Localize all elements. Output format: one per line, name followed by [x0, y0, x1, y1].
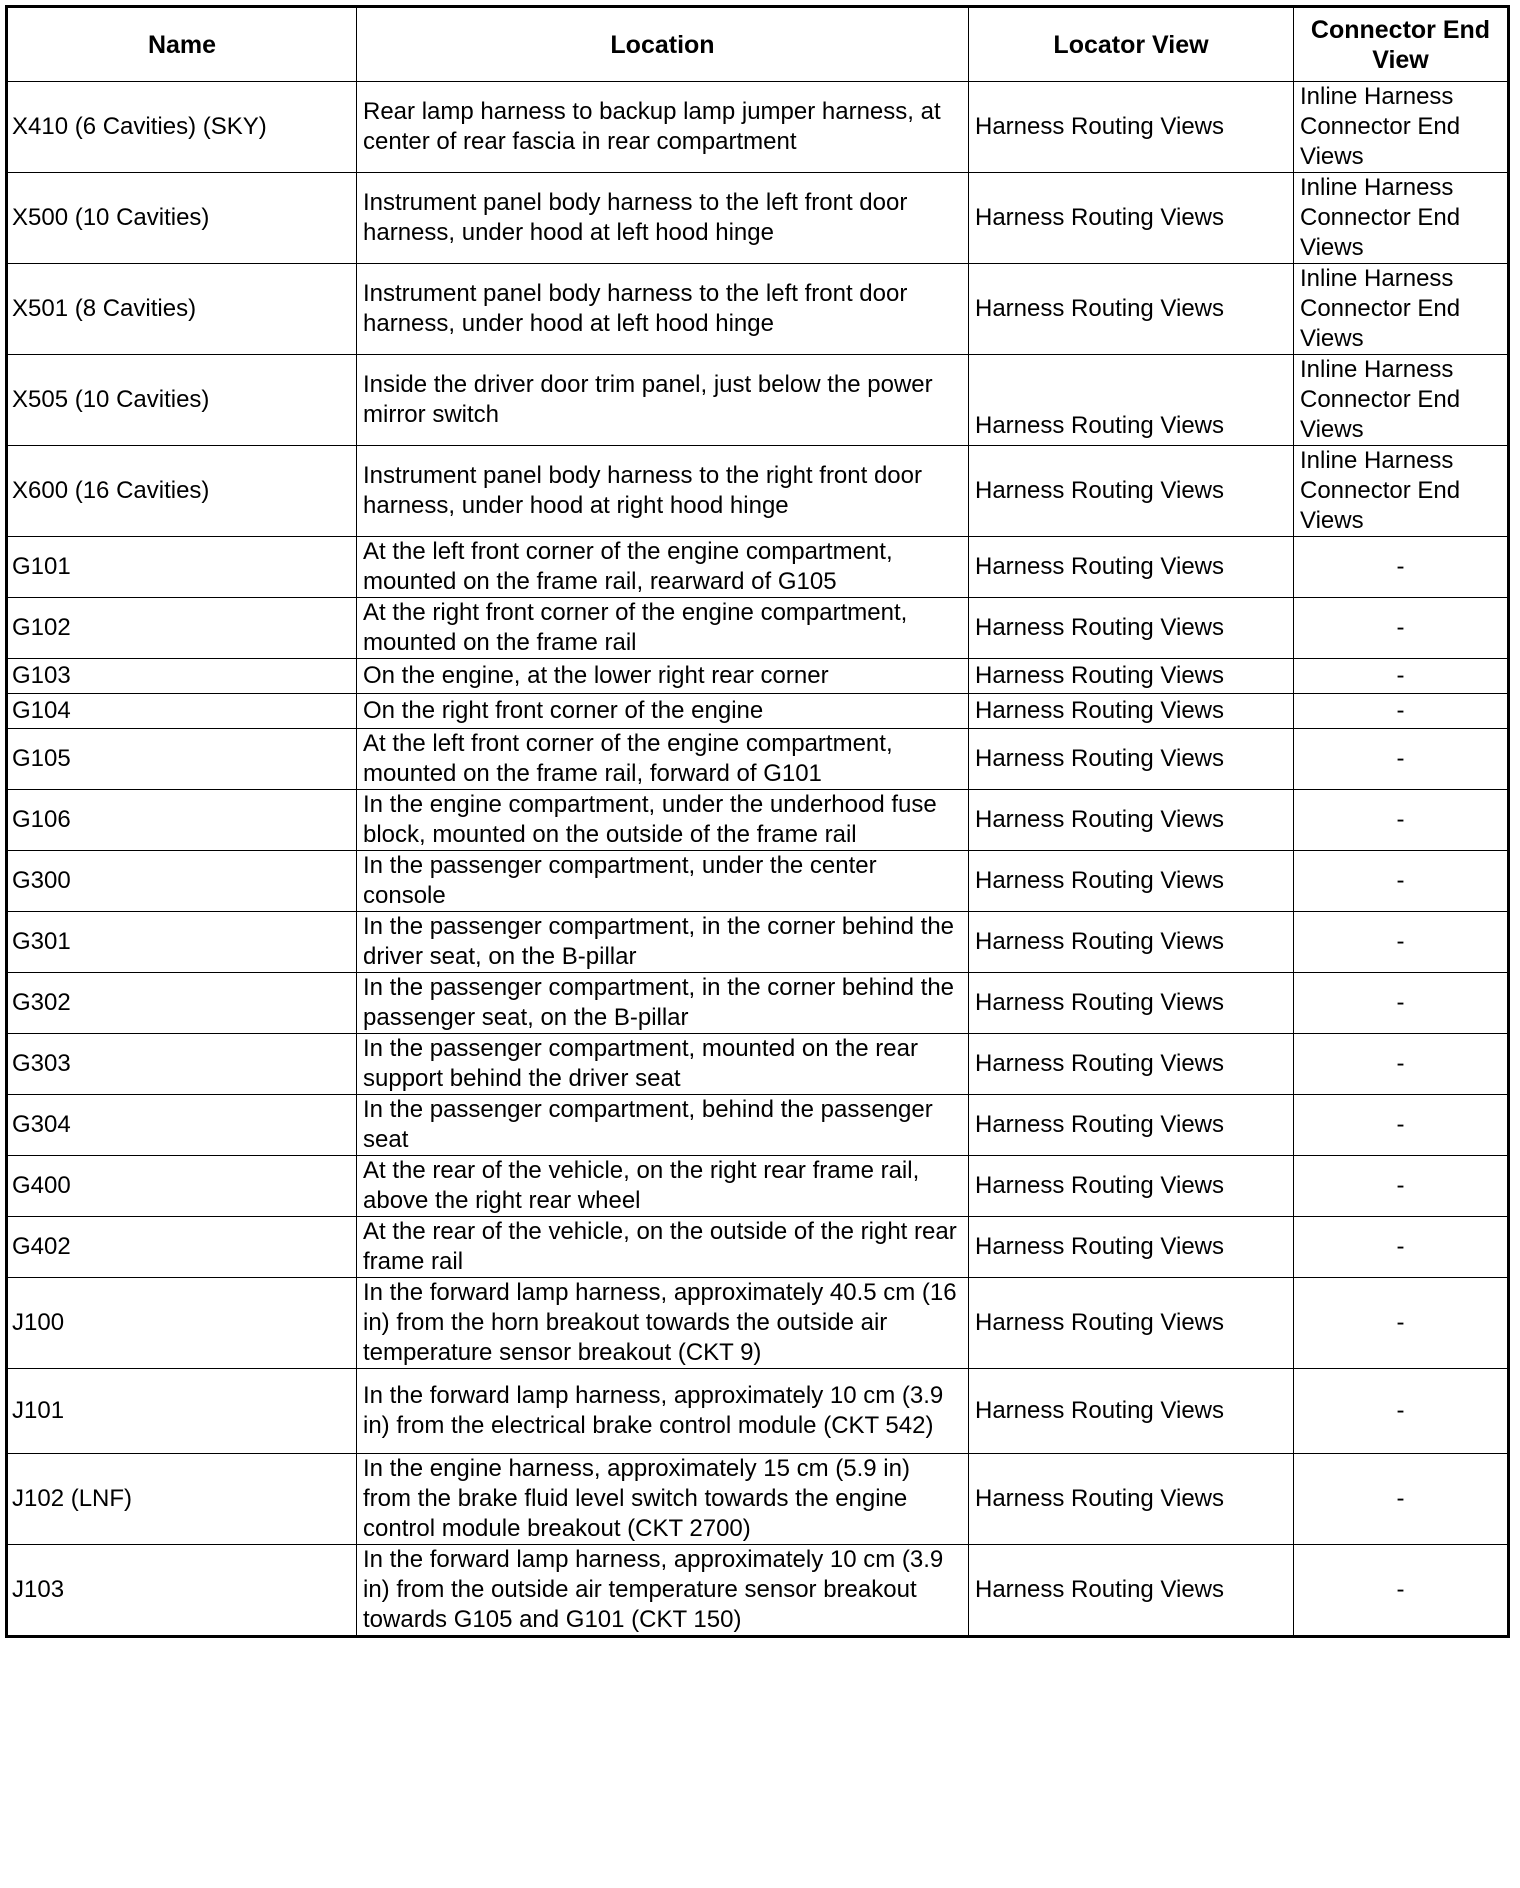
cell-name: X410 (6 Cavities) (SKY): [7, 82, 357, 173]
table-row: [7, 82, 1509, 173]
cell-connector-end-view: -: [1294, 973, 1509, 1034]
table-row: [7, 851, 1509, 912]
cell-connector-end-view: -: [1294, 1156, 1509, 1217]
cell-location: In the passenger compartment, in the corner behind the driver seat, on the B-pillar: [357, 912, 969, 973]
cell-name: G304: [7, 1095, 357, 1156]
table-row: [7, 355, 1509, 446]
cell-connector-end-view: -: [1294, 1034, 1509, 1095]
cell-locator-view: Harness Routing Views: [969, 264, 1294, 355]
cell-connector-end-view: -: [1294, 537, 1509, 598]
cell-location: In the engine compartment, under the underhood fuse block, mounted on the outside of the frame rail: [357, 790, 969, 851]
cell-locator-view: Harness Routing Views: [969, 659, 1294, 694]
cell-name: G106: [7, 790, 357, 851]
table-row: [7, 1278, 1509, 1369]
cell-connector-end-view: -: [1294, 1278, 1509, 1369]
table-body: [7, 82, 1509, 1637]
cell-name: X505 (10 Cavities): [7, 355, 357, 446]
cell-locator-view: Harness Routing Views: [969, 790, 1294, 851]
cell-locator-view: Harness Routing Views: [969, 173, 1294, 264]
cell-connector-end-view: -: [1294, 659, 1509, 694]
cell-name: J101: [7, 1369, 357, 1454]
cell-location: In the passenger compartment, behind the passenger seat: [357, 1095, 969, 1156]
cell-locator-view: Harness Routing Views: [969, 537, 1294, 598]
cell-name: G301: [7, 912, 357, 973]
cell-locator-view: Harness Routing Views: [969, 973, 1294, 1034]
table-row: [7, 446, 1509, 537]
cell-location: In the passenger compartment, in the corner behind the passenger seat, on the B-pillar: [357, 973, 969, 1034]
cell-location: In the passenger compartment, mounted on the rear support behind the driver seat: [357, 1034, 969, 1095]
table-row: [7, 973, 1509, 1034]
table-row: [7, 694, 1509, 729]
cell-locator-view: Harness Routing Views: [969, 912, 1294, 973]
cell-name: X600 (16 Cavities): [7, 446, 357, 537]
cell-connector-end-view: Inline Harness Connector End Views: [1294, 355, 1509, 446]
cell-location: On the engine, at the lower right rear corner: [357, 659, 969, 694]
table-row: [7, 1454, 1509, 1545]
table-row: [7, 264, 1509, 355]
header-row: [7, 7, 1509, 82]
header-connector-end-view: Connector End View: [1294, 7, 1509, 82]
connector-locator-table: [5, 5, 1510, 1638]
table-row: [7, 1217, 1509, 1278]
cell-connector-end-view: -: [1294, 851, 1509, 912]
cell-locator-view: Harness Routing Views: [969, 82, 1294, 173]
cell-location: On the right front corner of the engine: [357, 694, 969, 729]
table-row: [7, 173, 1509, 264]
cell-connector-end-view: -: [1294, 1095, 1509, 1156]
cell-location: In the passenger compartment, under the center console: [357, 851, 969, 912]
table-row: [7, 537, 1509, 598]
cell-location: In the forward lamp harness, approximately 10 cm (3.9 in) from the electrical brake control module (CKT 542): [357, 1369, 969, 1454]
cell-locator-view: Harness Routing Views: [969, 1156, 1294, 1217]
cell-name: G103: [7, 659, 357, 694]
cell-connector-end-view: -: [1294, 598, 1509, 659]
cell-locator-view: Harness Routing Views: [969, 694, 1294, 729]
header-location: Location: [357, 7, 969, 82]
cell-connector-end-view: Inline Harness Connector End Views: [1294, 264, 1509, 355]
table-row: [7, 1369, 1509, 1454]
cell-locator-view: Harness Routing Views: [969, 1454, 1294, 1545]
cell-name: J100: [7, 1278, 357, 1369]
cell-connector-end-view: Inline Harness Connector End Views: [1294, 446, 1509, 537]
table-row: [7, 1034, 1509, 1095]
cell-location: Instrument panel body harness to the right front door harness, under hood at right hood hinge: [357, 446, 969, 537]
cell-connector-end-view: Inline Harness Connector End Views: [1294, 82, 1509, 173]
header-locator-view: Locator View: [969, 7, 1294, 82]
cell-connector-end-view: -: [1294, 1454, 1509, 1545]
cell-name: G303: [7, 1034, 357, 1095]
cell-location: Rear lamp harness to backup lamp jumper harness, at center of rear fascia in rear compartment: [357, 82, 969, 173]
cell-location: Instrument panel body harness to the left front door harness, under hood at left hood hinge: [357, 173, 969, 264]
cell-locator-view: Harness Routing Views: [969, 355, 1294, 446]
cell-location: At the right front corner of the engine compartment, mounted on the frame rail: [357, 598, 969, 659]
cell-locator-view: Harness Routing Views: [969, 1095, 1294, 1156]
cell-location: In the engine harness, approximately 15 cm (5.9 in) from the brake fluid level switch towards the engine control module breakout (CKT 2700): [357, 1454, 969, 1545]
table-row: [7, 1095, 1509, 1156]
cell-connector-end-view: -: [1294, 1545, 1509, 1637]
table-row: [7, 659, 1509, 694]
table-row: [7, 729, 1509, 790]
cell-locator-view: Harness Routing Views: [969, 598, 1294, 659]
cell-name: G300: [7, 851, 357, 912]
cell-name: X500 (10 Cavities): [7, 173, 357, 264]
cell-connector-end-view: Inline Harness Connector End Views: [1294, 173, 1509, 264]
cell-location: In the forward lamp harness, approximately 40.5 cm (16 in) from the horn breakout towards the outside air temperature sensor breakout (CKT 9): [357, 1278, 969, 1369]
cell-name: G101: [7, 537, 357, 598]
cell-location: Instrument panel body harness to the left front door harness, under hood at left hood hinge: [357, 264, 969, 355]
cell-connector-end-view: -: [1294, 729, 1509, 790]
cell-locator-view: Harness Routing Views: [969, 1278, 1294, 1369]
table-row: [7, 1545, 1509, 1637]
cell-location: In the forward lamp harness, approximately 10 cm (3.9 in) from the outside air temperature sensor breakout towards G105 and G101 (CKT 150): [357, 1545, 969, 1637]
cell-name: J102 (LNF): [7, 1454, 357, 1545]
cell-name: J103: [7, 1545, 357, 1637]
cell-name: G402: [7, 1217, 357, 1278]
table-row: [7, 1156, 1509, 1217]
cell-location: At the left front corner of the engine compartment, mounted on the frame rail, rearward of G105: [357, 537, 969, 598]
cell-connector-end-view: -: [1294, 912, 1509, 973]
cell-name: G102: [7, 598, 357, 659]
cell-connector-end-view: -: [1294, 1369, 1509, 1454]
table-row: [7, 598, 1509, 659]
cell-name: G400: [7, 1156, 357, 1217]
cell-locator-view: Harness Routing Views: [969, 729, 1294, 790]
cell-name: G302: [7, 973, 357, 1034]
cell-name: X501 (8 Cavities): [7, 264, 357, 355]
cell-locator-view: Harness Routing Views: [969, 1369, 1294, 1454]
cell-connector-end-view: -: [1294, 790, 1509, 851]
cell-name: G105: [7, 729, 357, 790]
cell-location: At the left front corner of the engine compartment, mounted on the frame rail, forward of G101: [357, 729, 969, 790]
cell-locator-view: Harness Routing Views: [969, 851, 1294, 912]
cell-connector-end-view: -: [1294, 1217, 1509, 1278]
table-row: [7, 912, 1509, 973]
table-row: [7, 790, 1509, 851]
cell-location: Inside the driver door trim panel, just below the power mirror switch: [357, 355, 969, 446]
cell-name: G104: [7, 694, 357, 729]
cell-locator-view: Harness Routing Views: [969, 1545, 1294, 1637]
cell-location: At the rear of the vehicle, on the outside of the right rear frame rail: [357, 1217, 969, 1278]
cell-location: At the rear of the vehicle, on the right rear frame rail, above the right rear wheel: [357, 1156, 969, 1217]
cell-locator-view: Harness Routing Views: [969, 446, 1294, 537]
cell-connector-end-view: -: [1294, 694, 1509, 729]
cell-locator-view: Harness Routing Views: [969, 1217, 1294, 1278]
header-name: Name: [7, 7, 357, 82]
cell-locator-view: Harness Routing Views: [969, 1034, 1294, 1095]
